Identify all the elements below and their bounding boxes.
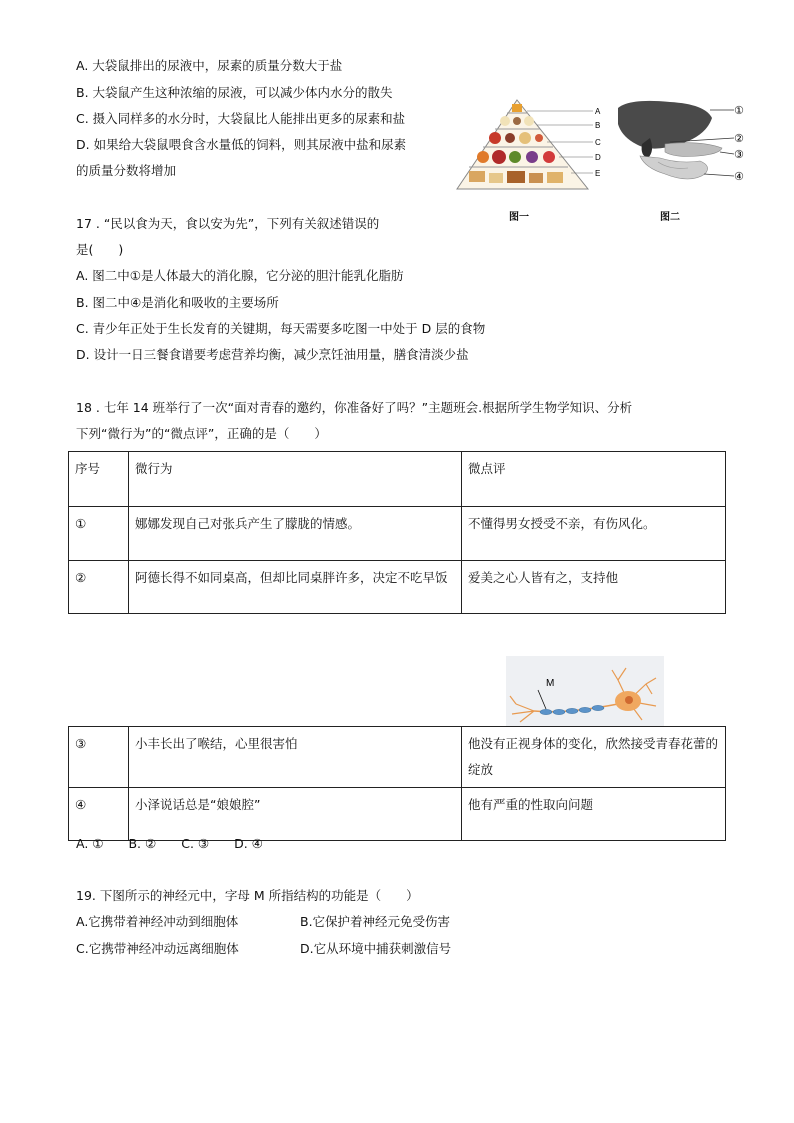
row-comment: 爱美之心人皆有之，支持他 [462, 561, 726, 614]
row-no: ③ [69, 727, 129, 788]
q16-option-a: A. 大袋鼠排出的尿液中，尿素的质量分数大于盐 [76, 58, 343, 73]
table-row [69, 507, 726, 561]
pyramid-label-d: D [595, 153, 601, 162]
neuron-label-m: M [546, 678, 555, 689]
q16-option-d: D. 如果给大袋鼠喂食含水量低的饲料，则其尿液中盐和尿素 [76, 137, 407, 152]
q18-table-bottom [68, 726, 726, 841]
q17-stem: 17 . “民以食为天，食以安为先”，下列有关叙述错误的 [76, 216, 380, 231]
q17-option-c: C. 青少年正处于生长发育的关键期，每天需要多吃图一中处于 D 层的食物 [76, 321, 486, 336]
row-no: ① [69, 507, 129, 561]
row-comment: 他有严重的性取向问题 [462, 788, 726, 841]
food-pyramid-figure [455, 97, 605, 197]
pyramid-label-e: E [595, 169, 601, 178]
pyramid-label-b: B [595, 121, 601, 130]
q16-option-d-cont: 的质量分数将增加 [76, 163, 177, 178]
row-comment: 他没有正视身体的变化，欣然接受青春花蕾的绽放 [462, 727, 726, 788]
q18-table-top [68, 451, 726, 614]
organ-label-3: ③ [734, 148, 744, 161]
q17-option-a: A. 图二中①是人体最大的消化腺，它分泌的胆汁能乳化脂肪 [76, 268, 404, 283]
row-behavior: 娜娜发现自己对张兵产生了朦胧的情感。 [129, 507, 462, 561]
pyramid-label-a: A [595, 107, 601, 116]
header-behavior: 微行为 [129, 452, 462, 507]
table-header-row [69, 452, 726, 507]
q18-options: A. ① B. ② C. ③ D. ④ [76, 836, 263, 851]
organ-label-1: ① [734, 104, 744, 117]
pyramid-label-c: C [595, 138, 601, 147]
row-behavior: 小丰长出了喉结，心里很害怕 [129, 727, 462, 788]
q17-stem-cont: 是( ) [76, 242, 124, 257]
table-row [69, 788, 726, 841]
header-comment: 微点评 [462, 452, 726, 507]
q19-option-d: D.它从环境中捕获刺激信号 [300, 941, 452, 956]
q19-stem: 19. 下图所示的神经元中，字母 M 所指结构的功能是（ ） [76, 888, 419, 903]
row-no: ④ [69, 788, 129, 841]
row-behavior: 阿德长得不如同桌高，但却比同桌胖许多，决定不吃早饭 [129, 561, 462, 614]
digestive-organs-figure [610, 96, 750, 196]
figure-1-caption: 图一 [509, 212, 529, 223]
q17-option-d: D. 设计一日三餐食谱要考虑营养均衡，减少烹饪油用量，膳食清淡少盐 [76, 347, 469, 362]
q19-option-b: B.它保护着神经元免受伤害 [300, 914, 451, 929]
q18-stem-cont: 下列“微行为”的“微点评”，正确的是（ ） [76, 426, 327, 441]
neuron-figure [506, 656, 664, 726]
row-comment: 不懂得男女授受不亲，有伤风化。 [462, 507, 726, 561]
figure-2-caption: 图二 [660, 212, 680, 223]
q19-option-c: C.它携带神经冲动远离细胞体 [76, 941, 239, 956]
header-no: 序号 [69, 452, 129, 507]
row-behavior: 小泽说话总是“娘娘腔” [129, 788, 462, 841]
row-no: ② [69, 561, 129, 614]
q16-option-b: B. 大袋鼠产生这种浓缩的尿液，可以减少体内水分的散失 [76, 85, 393, 100]
table-row [69, 727, 726, 788]
organ-label-4: ④ [734, 170, 744, 183]
q16-option-c: C. 摄入同样多的水分时，大袋鼠比人能排出更多的尿素和盐 [76, 111, 406, 126]
organ-label-2: ② [734, 132, 744, 145]
q17-option-b: B. 图二中④是消化和吸收的主要场所 [76, 295, 279, 310]
q18-stem: 18 . 七年 14 班举行了一次“面对青春的邀约，你准备好了吗？”主题班会.根据所学生物学知识、分析 [76, 400, 633, 415]
table-row [69, 561, 726, 614]
q19-option-a: A.它携带着神经冲动到细胞体 [76, 914, 239, 929]
